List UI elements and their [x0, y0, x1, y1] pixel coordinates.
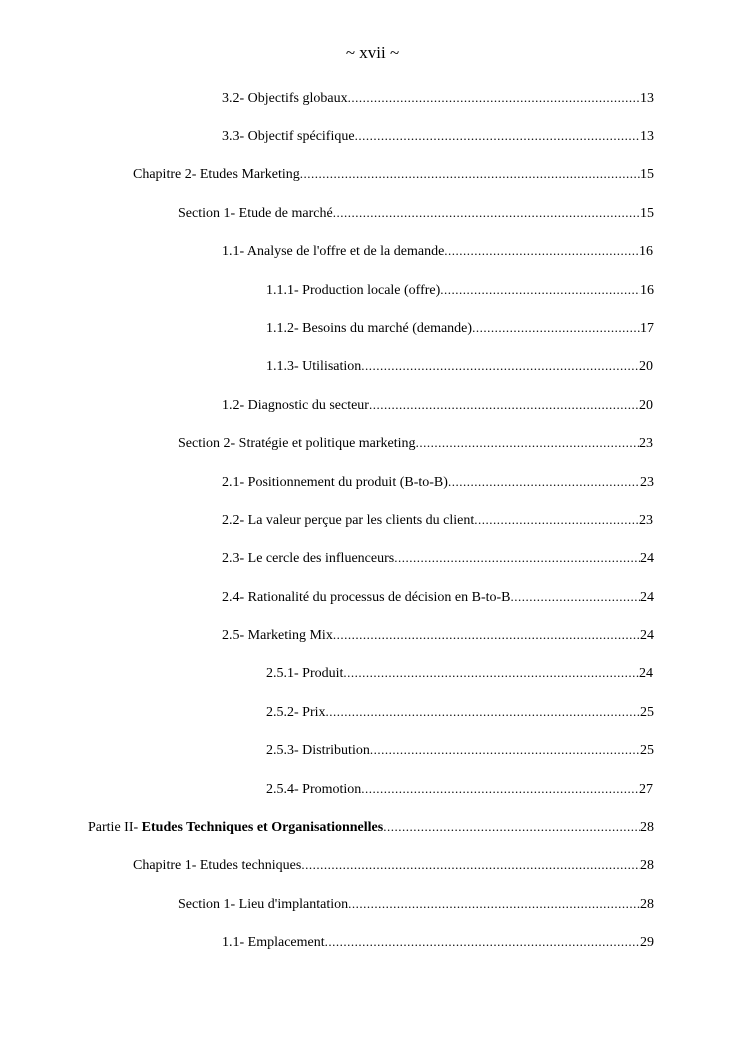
toc-dot-leader: [472, 319, 640, 337]
toc-part-title: Etudes Techniques et Organisationnelles: [141, 820, 384, 835]
toc-entry-title: Section 1- Lieu d'implantation: [178, 897, 349, 912]
toc-entry-title: 1.1.1- Production locale (offre): [266, 283, 441, 298]
toc-entry[interactable]: [178, 204, 654, 222]
toc-entry[interactable]: [222, 549, 654, 567]
toc-entry-title: 3.3- Objectif spécifique: [222, 129, 355, 144]
toc-entry-part[interactable]: [88, 818, 654, 836]
toc-entry-title: Section 2- Stratégie et politique marketing: [178, 436, 416, 451]
toc-part-prefix: Partie II-: [88, 820, 142, 835]
toc-entry-page: 23: [639, 513, 653, 528]
toc-dot-leader: [511, 588, 641, 606]
toc-entry-page: 23: [640, 475, 654, 490]
toc-entry[interactable]: [222, 127, 654, 145]
toc-dot-leader: [301, 856, 640, 874]
toc-entry[interactable]: [222, 626, 654, 644]
toc-entry-title: 1.2- Diagnostic du secteur: [222, 398, 369, 413]
toc-entry-page: 24: [639, 666, 653, 681]
toc-entry-page: 15: [640, 206, 654, 221]
toc-entry-title: 1.1- Emplacement: [222, 935, 325, 950]
toc-entry-title: Section 1- Etude de marché: [178, 206, 333, 221]
toc-entry[interactable]: [266, 703, 654, 721]
toc-entry-page: 20: [639, 398, 653, 413]
toc-entry-page: 16: [639, 244, 653, 259]
toc-entry[interactable]: [266, 357, 653, 375]
toc-entry-title: 2.2- La valeur perçue par les clients du client: [222, 513, 475, 528]
toc-dot-leader: [348, 89, 640, 107]
toc-dot-leader: [326, 703, 641, 721]
toc-entry-page: 13: [640, 129, 654, 144]
page-number: ~ xvii ~: [345, 43, 400, 62]
toc-entry-title: 2.5- Marketing Mix: [222, 628, 333, 643]
toc-entry-page: 13: [640, 91, 654, 106]
toc-dot-leader: [474, 511, 639, 529]
toc-entry[interactable]: [266, 319, 654, 337]
toc-dot-leader: [444, 242, 639, 260]
toc-dot-leader: [333, 626, 640, 644]
toc-entry-page: 24: [640, 628, 654, 643]
toc-entry-title: 1.1.2- Besoins du marché (demande): [266, 321, 473, 336]
toc-entry[interactable]: [178, 895, 654, 913]
toc-entry-title: 2.5.2- Prix: [266, 705, 326, 720]
toc-entry[interactable]: [222, 933, 654, 951]
toc-entry[interactable]: [222, 89, 654, 107]
toc-entry-page: 17: [640, 321, 654, 336]
toc-entry[interactable]: [266, 780, 653, 798]
toc-dot-leader: [348, 895, 640, 913]
toc-dot-leader: [333, 204, 640, 222]
toc-entry-page: 25: [640, 705, 654, 720]
toc-entry-page: 28: [640, 820, 654, 835]
toc-entry-page: 16: [640, 283, 654, 298]
toc-entry[interactable]: [222, 511, 653, 529]
toc-dot-leader: [416, 434, 639, 452]
toc-dot-leader: [300, 165, 640, 183]
toc-entry-page: 28: [640, 858, 654, 873]
toc-entry-title: 1.1.3- Utilisation: [266, 359, 362, 374]
toc-entry-title: 2.5.4- Promotion: [266, 782, 362, 797]
toc-entry-title: Chapitre 2- Etudes Marketing: [133, 167, 300, 182]
toc-entry[interactable]: [133, 165, 654, 183]
toc-dot-leader: [361, 780, 639, 798]
toc-entry[interactable]: [266, 281, 654, 299]
toc-dot-leader: [440, 281, 640, 299]
toc-entry-page: 27: [639, 782, 653, 797]
toc-entry-page: 24: [640, 590, 654, 605]
toc-dot-leader: [343, 664, 639, 682]
toc-dot-leader: [325, 933, 640, 951]
toc-entry[interactable]: [178, 434, 653, 452]
toc-entry-page: 15: [640, 167, 654, 182]
toc-entry-title: [88, 819, 383, 836]
toc-dot-leader: [383, 818, 640, 836]
toc-entry-title: 2.5.3- Distribution: [266, 743, 370, 758]
toc-entry-title: 3.2- Objectifs globaux: [222, 91, 348, 106]
toc-dot-leader: [361, 357, 639, 375]
toc-entry-page: 20: [639, 359, 653, 374]
toc-dot-leader: [394, 549, 640, 567]
toc-entry[interactable]: [133, 856, 654, 874]
toc-entry[interactable]: [266, 741, 654, 759]
toc-entry-title: 2.5.1- Produit: [266, 666, 344, 681]
toc-entry-title: Chapitre 1- Etudes techniques: [133, 858, 302, 873]
toc-entry-title: 2.3- Le cercle des influenceurs: [222, 551, 395, 566]
toc-entry[interactable]: [222, 473, 654, 491]
toc-dot-leader: [369, 396, 639, 414]
toc-entry-page: 23: [639, 436, 653, 451]
toc-entry-page: 25: [640, 743, 654, 758]
toc-entry[interactable]: [222, 242, 653, 260]
toc-dot-leader: [355, 127, 640, 145]
toc-entry-page: 24: [640, 551, 654, 566]
toc-entry[interactable]: [222, 396, 653, 414]
toc-entry-page: 29: [640, 935, 654, 950]
toc-entry-title: 2.1- Positionnement du produit (B-to-B): [222, 475, 448, 490]
toc-entry-page: 28: [640, 897, 654, 912]
toc-dot-leader: [370, 741, 640, 759]
toc-entry-title: 1.1- Analyse de l'offre et de la demande: [222, 244, 445, 259]
toc-entry[interactable]: [222, 588, 654, 606]
toc-dot-leader: [448, 473, 640, 491]
toc-entry-title: 2.4- Rationalité du processus de décision en B-to-B: [222, 590, 511, 605]
toc-entry[interactable]: [266, 664, 653, 682]
